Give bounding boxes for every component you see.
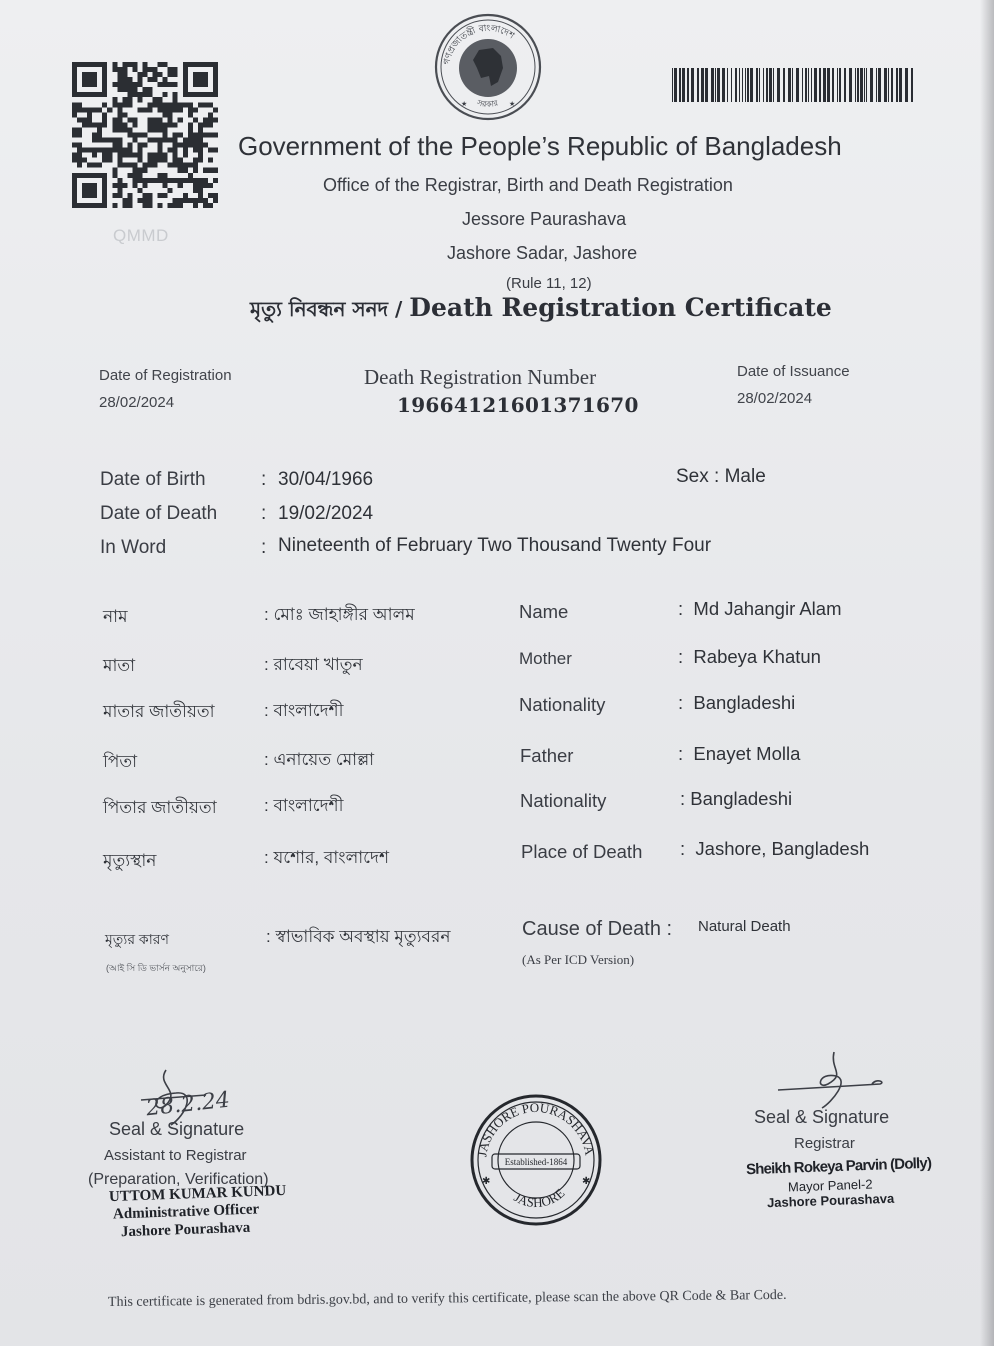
municipality-heading: Jessore Paurashava [462,209,627,229]
emblem-text-bottom: সরকার [476,98,499,110]
sex-value: Sex : Male [676,466,766,487]
mother-value: : Rabeya Khatun [678,646,821,667]
bn-name-label: নাম [103,607,128,626]
certificate-title-bn: মৃত্যু নিবন্ধন সনদ / [250,297,410,321]
assistant-role: Assistant to Registrar [104,1147,247,1164]
bn-father-nationality-label: পিতার জাতীয়তা [103,798,217,817]
name-value: : Md Jahangir Alam [678,598,842,619]
office-heading: Office of the Registrar, Birth and Death Registration [323,175,733,195]
cause-of-death-value: Natural Death [698,918,791,935]
district-heading: Jashore Sadar, Jashore [447,243,638,263]
father-nationality-label: Nationality [520,790,607,811]
registrar-stamp-name: Sheikh Rokeya Parvin (Dolly) [745,1154,932,1179]
father-nationality-value: : Bangladeshi [680,788,793,809]
place-of-death-value: : Jashore, Bangladesh [680,838,870,859]
bn-cause-note: (আই সি ডি ভার্সন অনুসারে) [106,963,206,973]
date-of-issuance-value: 28/02/2024 [737,390,813,407]
bn-mother-nationality-label: মাতার জাতীয়তা [103,702,215,721]
date-of-registration-value: 28/02/2024 [99,394,175,411]
bn-father-value: : এনায়েত মোল্লা [264,750,375,769]
bn-place-of-death-value: : যশোর, বাংলাদেশ [264,848,390,867]
emblem-text-top: গণপ্রজাতন্ত্রী বাংলাদেশ [442,23,516,66]
certificate-title [250,293,832,328]
in-word-label: In Word [100,537,167,558]
bn-name-value: : মোঃ জাহাঙ্গীর আলম [264,605,415,624]
svg-text:✱: ✱ [582,1176,591,1187]
assistant-signature-label: Seal & Signature [109,1119,245,1139]
signature-date-scribble: 28.2.24 [144,1087,232,1122]
government-emblem-icon [431,12,545,122]
qr-code [72,62,218,208]
seal-top-text: JASHORE POURASHAVA [474,1099,598,1158]
bn-father-nationality-value: : বাংলাদেশী [264,796,344,815]
colon: : [261,503,267,524]
assistant-stamp-name: UTTOM KUMAR KUNDU [108,1182,287,1206]
svg-text:JASHORE POURASHAVA [474,1100,597,1158]
colon: : [261,469,267,490]
svg-text:★: ★ [461,101,468,108]
seal-bottom-text: JASHORE [511,1185,568,1211]
registration-number-value: 19664121601371670 [397,393,639,417]
registrar-signature-label: Seal & Signature [754,1107,890,1127]
bn-place-of-death-label: মৃত্যুস্থান [103,851,157,870]
mother-nationality-label: Nationality [519,694,606,715]
barcode [672,68,914,102]
registrar-stamp-title: Mayor Panel-2 [787,1176,873,1195]
government-heading: Government of the People’s Republic of Bangladesh [238,131,842,161]
father-label: Father [520,745,574,766]
svg-text:সরকার [475,98,499,109]
qr-caption: QMMD [113,226,169,245]
place-of-death-label: Place of Death [521,841,643,862]
father-value: : Enayet Molla [678,743,801,764]
colon: : [261,537,267,558]
registrar-stamp-office: Jashore Pourashava [766,1190,895,1211]
bn-cause-of-death-value: : স্বাভাবিক অবস্থায় মৃত্যুবরন [266,927,451,946]
svg-text:JASHORE [511,1185,567,1210]
name-label: Name [519,601,569,622]
certificate-title-en: Death Registration Certificate [409,293,832,322]
svg-text:★: ★ [509,101,516,108]
rule-reference: (Rule 11, 12) [506,275,592,292]
in-word-value: Nineteenth of February Two Thousand Twenty Four [278,535,712,556]
mother-nationality-value: : Bangladeshi [678,692,796,713]
cause-of-death-note: (As Per ICD Version) [522,952,635,967]
date-of-death-label: Date of Death [100,503,218,524]
bn-cause-of-death-label: মৃত্যুর কারণ [105,931,169,947]
assistant-stamp-office: Jashore Pourashava [120,1219,251,1241]
registrar-role: Registrar [794,1135,855,1152]
svg-text:✱: ✱ [482,1176,491,1187]
assistant-role-detail: (Preparation, Verification) [88,1171,269,1188]
date-of-registration-label: Date of Registration [99,367,232,384]
date-of-death-value: 19/02/2024 [278,503,374,524]
seal-middle-text: Established-1864 [504,1157,568,1167]
cause-of-death-label: Cause of Death : [522,918,673,940]
registration-number-label: Death Registration Number [364,365,597,389]
municipality-seal-icon [468,1092,604,1228]
date-of-issuance-label: Date of Issuance [737,363,850,380]
registrar-signature-scribble [776,1050,888,1110]
assistant-stamp-title: Administrative Officer [112,1201,260,1223]
date-of-birth-value: 30/04/1966 [278,469,374,490]
bn-mother-nationality-value: : বাংলাদেশী [264,701,344,720]
bn-mother-label: মাতা [103,656,136,675]
date-of-birth-label: Date of Birth [100,469,206,490]
verification-footer: This certificate is generated from bdris.gov.bd, and to verify this certificate, please scan the above QR Code & Bar Code. [107,1287,787,1310]
bn-mother-value: : রাবেয়া খাতুন [264,655,363,674]
bn-father-label: পিতা [103,752,138,771]
mother-label: Mother [519,649,572,668]
